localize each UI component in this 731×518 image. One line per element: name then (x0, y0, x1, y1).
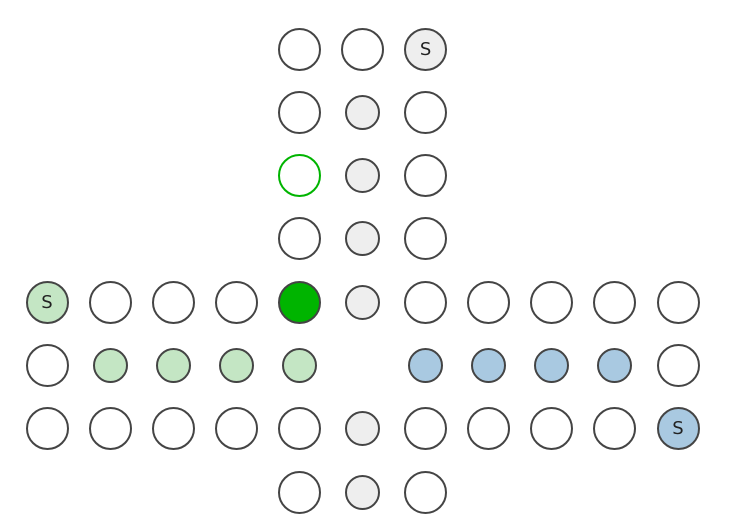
board-cell[interactable] (657, 281, 700, 324)
blue-home-cell[interactable] (534, 348, 569, 383)
green-home-cell[interactable] (156, 348, 191, 383)
board-cell[interactable] (26, 407, 69, 450)
board-cell[interactable] (278, 407, 321, 450)
home-lane-cell[interactable] (345, 221, 380, 256)
board-cell[interactable] (404, 281, 447, 324)
green-home-cell[interactable] (93, 348, 128, 383)
board-cell[interactable] (341, 28, 384, 71)
blue-home-cell[interactable] (408, 348, 443, 383)
board-cell[interactable] (593, 407, 636, 450)
board-cell[interactable] (404, 91, 447, 134)
board-cell[interactable] (278, 217, 321, 260)
blue-home-cell[interactable] (471, 348, 506, 383)
board-cell[interactable] (89, 407, 132, 450)
board-cell[interactable] (278, 471, 321, 514)
board-cell[interactable] (530, 281, 573, 324)
board-cell[interactable] (657, 344, 700, 387)
start-label: S (672, 418, 684, 440)
board-cell[interactable] (467, 407, 510, 450)
board-cell[interactable] (278, 91, 321, 134)
board-cell[interactable] (530, 407, 573, 450)
board-cell[interactable] (152, 407, 195, 450)
start-label: S (419, 38, 432, 60)
home-lane-cell[interactable] (345, 411, 380, 446)
start-cell[interactable] (404, 28, 447, 71)
board-cell[interactable] (278, 28, 321, 71)
board-cell[interactable] (467, 281, 510, 324)
home-lane-cell[interactable] (345, 475, 380, 510)
board-cell[interactable] (593, 281, 636, 324)
home-lane-cell[interactable] (345, 95, 380, 130)
start-label: S (41, 291, 53, 313)
highlighted-target-cell[interactable] (278, 154, 321, 197)
board-cell[interactable] (152, 281, 195, 324)
board-cell[interactable] (404, 217, 447, 260)
green-piece[interactable] (278, 281, 321, 324)
board-cell[interactable] (26, 344, 69, 387)
board-cell[interactable] (404, 154, 447, 197)
home-lane-cell[interactable] (345, 285, 380, 320)
start-cell[interactable] (26, 281, 69, 324)
board-cell[interactable] (215, 407, 258, 450)
start-cell[interactable] (657, 407, 700, 450)
board-cell[interactable] (404, 407, 447, 450)
board-cell[interactable] (404, 471, 447, 514)
green-home-cell[interactable] (219, 348, 254, 383)
board-cell[interactable] (215, 281, 258, 324)
green-home-cell[interactable] (282, 348, 317, 383)
blue-home-cell[interactable] (597, 348, 632, 383)
board-cell[interactable] (89, 281, 132, 324)
home-lane-cell[interactable] (345, 158, 380, 193)
